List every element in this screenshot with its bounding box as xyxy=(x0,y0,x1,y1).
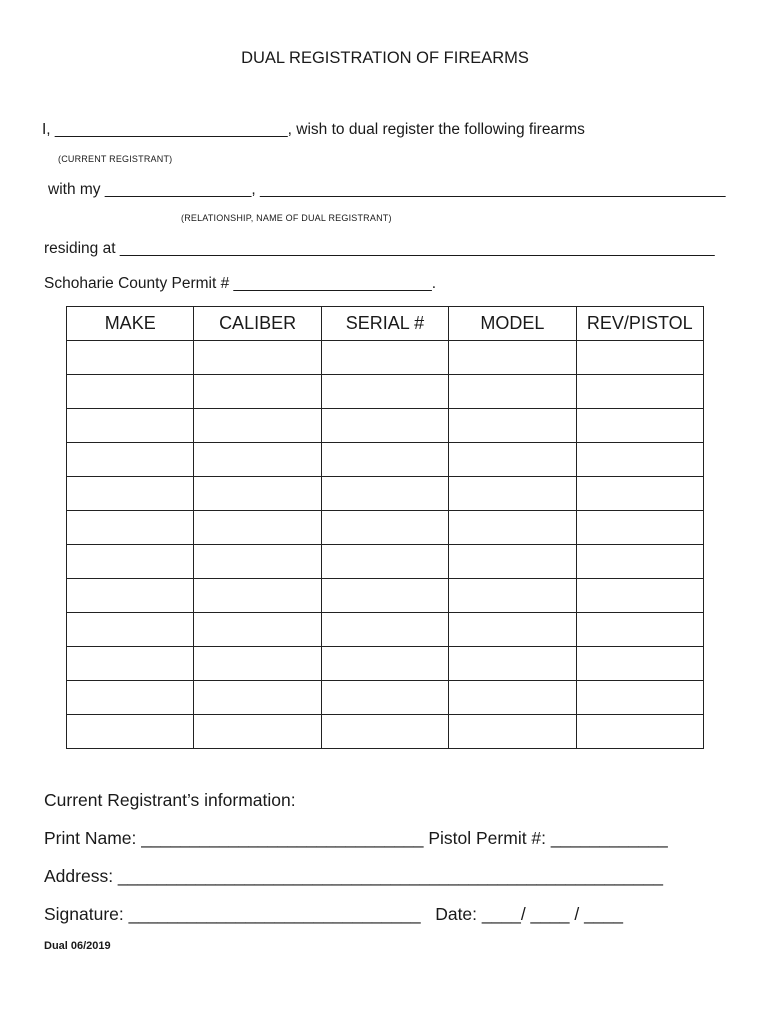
table-cell[interactable] xyxy=(576,477,703,511)
column-header: REV/PISTOL xyxy=(576,307,703,341)
table-cell[interactable] xyxy=(67,613,194,647)
table-cell[interactable] xyxy=(194,409,321,443)
current-registrant-line[interactable]: I, ___________________________, wish to dual register the following firearms xyxy=(42,121,585,138)
table-row xyxy=(67,613,704,647)
dual-registrant-caption: (RELATIONSHIP, NAME OF DUAL REGISTRANT) xyxy=(181,213,392,223)
table-cell[interactable] xyxy=(67,477,194,511)
table-row xyxy=(67,681,704,715)
table-cell[interactable] xyxy=(67,443,194,477)
table-cell[interactable] xyxy=(321,647,448,681)
table-cell[interactable] xyxy=(449,443,576,477)
table-cell[interactable] xyxy=(67,341,194,375)
permit-number-line[interactable]: Schoharie County Permit # _______________________. xyxy=(44,275,437,292)
table-row xyxy=(67,375,704,409)
table-cell[interactable] xyxy=(194,545,321,579)
table-cell[interactable] xyxy=(449,647,576,681)
table-cell[interactable] xyxy=(194,341,321,375)
table-cell[interactable] xyxy=(576,341,703,375)
table-cell[interactable] xyxy=(67,579,194,613)
table-cell[interactable] xyxy=(321,443,448,477)
table-cell[interactable] xyxy=(194,511,321,545)
table-cell[interactable] xyxy=(321,545,448,579)
table-cell[interactable] xyxy=(449,511,576,545)
table-row xyxy=(67,443,704,477)
table-row xyxy=(67,477,704,511)
table-cell[interactable] xyxy=(194,579,321,613)
table-cell[interactable] xyxy=(576,681,703,715)
table-row xyxy=(67,511,704,545)
table-cell[interactable] xyxy=(576,443,703,477)
table-cell[interactable] xyxy=(576,715,703,749)
table-body xyxy=(67,341,704,749)
table-cell[interactable] xyxy=(194,375,321,409)
table-row xyxy=(67,409,704,443)
table-cell[interactable] xyxy=(449,681,576,715)
table-row xyxy=(67,579,704,613)
table-cell[interactable] xyxy=(449,409,576,443)
residence-line[interactable]: residing at _____________________________________________________________________ xyxy=(44,240,715,257)
table-cell[interactable] xyxy=(67,409,194,443)
table-row xyxy=(67,715,704,749)
table-cell[interactable] xyxy=(449,545,576,579)
table-cell[interactable] xyxy=(321,511,448,545)
column-header: CALIBER xyxy=(194,307,321,341)
table-cell[interactable] xyxy=(67,681,194,715)
table-cell[interactable] xyxy=(449,477,576,511)
table-cell[interactable] xyxy=(321,477,448,511)
table-cell[interactable] xyxy=(194,443,321,477)
firearms-table xyxy=(66,306,704,749)
table-cell[interactable] xyxy=(321,681,448,715)
table-cell[interactable] xyxy=(576,511,703,545)
table-cell[interactable] xyxy=(194,647,321,681)
table-cell[interactable] xyxy=(321,375,448,409)
table-cell[interactable] xyxy=(67,715,194,749)
current-registrant-caption: (CURRENT REGISTRANT) xyxy=(58,154,173,164)
print-name-line[interactable]: Print Name: _____________________________ Pistol Permit #: ____________ xyxy=(44,828,668,848)
table-cell[interactable] xyxy=(194,715,321,749)
table-cell[interactable] xyxy=(321,715,448,749)
table-cell[interactable] xyxy=(449,715,576,749)
table-cell[interactable] xyxy=(576,409,703,443)
table-row xyxy=(67,545,704,579)
table-cell[interactable] xyxy=(194,477,321,511)
form-version-footer: Dual 06/2019 xyxy=(44,940,111,952)
table-cell[interactable] xyxy=(576,579,703,613)
table-cell[interactable] xyxy=(576,375,703,409)
table-cell[interactable] xyxy=(576,613,703,647)
registrant-info-heading: Current Registrant’s information: xyxy=(44,790,296,810)
table-cell[interactable] xyxy=(449,613,576,647)
table-cell[interactable] xyxy=(449,341,576,375)
table-row xyxy=(67,647,704,681)
address-line[interactable]: Address: ________________________________________________________ xyxy=(44,866,663,886)
table-cell[interactable] xyxy=(321,579,448,613)
table-cell[interactable] xyxy=(67,375,194,409)
table-cell[interactable] xyxy=(576,647,703,681)
column-header: MODEL xyxy=(449,307,576,341)
table-cell[interactable] xyxy=(321,613,448,647)
table-cell[interactable] xyxy=(321,409,448,443)
signature-date-line[interactable]: Signature: ______________________________ Date: ____/ ____ / ____ xyxy=(44,904,623,924)
table-cell[interactable] xyxy=(576,545,703,579)
dual-registrant-line[interactable]: with my _________________, ______________________________________________________ xyxy=(48,181,726,198)
table-cell[interactable] xyxy=(194,613,321,647)
form-title: DUAL REGISTRATION OF FIREARMS xyxy=(241,49,529,67)
column-header: SERIAL # xyxy=(321,307,448,341)
table-header-row xyxy=(67,307,704,341)
table-cell[interactable] xyxy=(67,511,194,545)
column-header: MAKE xyxy=(67,307,194,341)
table-row xyxy=(67,341,704,375)
table-cell[interactable] xyxy=(449,579,576,613)
table-cell[interactable] xyxy=(449,375,576,409)
table-cell[interactable] xyxy=(321,341,448,375)
table-cell[interactable] xyxy=(194,681,321,715)
table-cell[interactable] xyxy=(67,545,194,579)
table-cell[interactable] xyxy=(67,647,194,681)
